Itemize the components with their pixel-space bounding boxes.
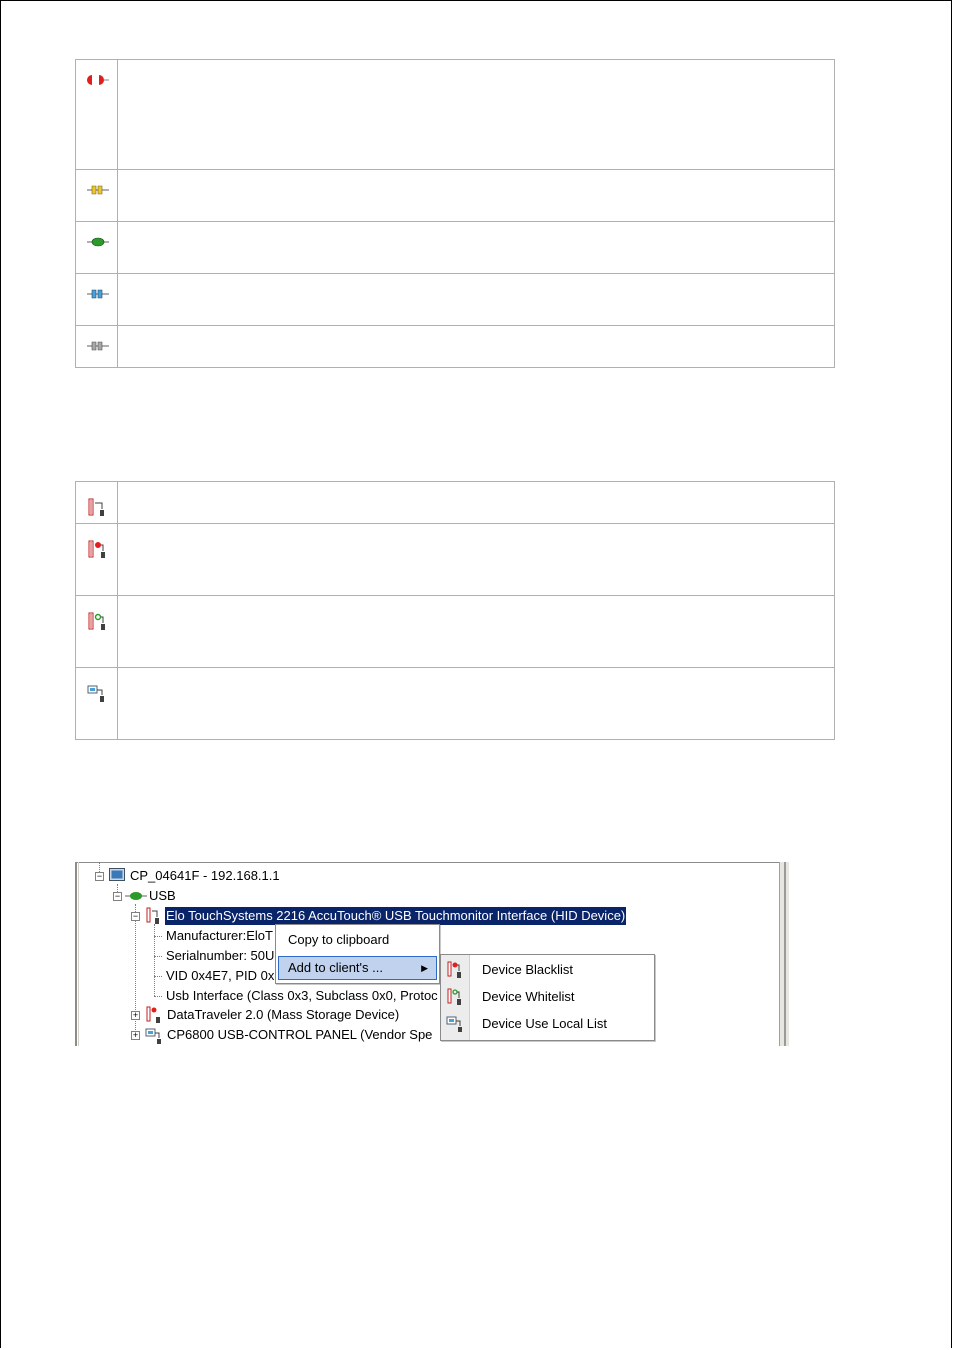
expand-toggle[interactable]: +	[132, 1030, 139, 1040]
table-cell-text	[118, 60, 835, 170]
table-row	[76, 222, 835, 274]
plug-green-icon	[87, 235, 109, 249]
usb-device-blacklist-icon	[87, 540, 109, 560]
menu-item-device-use-local-list[interactable]: Device Use Local List	[441, 1010, 654, 1037]
computer-icon	[109, 868, 125, 882]
usb-tree-screenshot: − CP_04641F - 192.168.1.1 − USB − Elo TouchSystems 2216 AccuTouch® USB Touchmonitor Interface (HID Device) Manufacturer:EloT Serialnumber: 50U VID 0x4E7, PID 0x Usb Interface (Class 0x3, Subclass 0x0, Protoc + DataTraveler 2.0 (Mass Storage Device) + CP6800 USB-CONTROL PANEL (Vendor Spe Copy to clipboard Add to client's ... ▶ Device Blacklist Device Whitelist Device Use Local List	[75, 862, 789, 1046]
table-row	[76, 274, 835, 326]
usb-device-blacklist-icon	[446, 961, 464, 979]
connection-icon-table	[75, 59, 835, 368]
collapse-toggle[interactable]: −	[114, 891, 121, 901]
plug-disconnected-icon	[87, 73, 109, 87]
usb-device-local-list-icon	[87, 684, 109, 704]
usb-device-blacklist-icon	[145, 1006, 163, 1024]
table-cell-text	[118, 326, 835, 368]
table-cell-text	[118, 222, 835, 274]
table-row	[76, 524, 835, 596]
submenu	[440, 954, 655, 1041]
expand-toggle[interactable]: +	[132, 1010, 139, 1020]
table-row	[76, 60, 835, 170]
usb-device-local-list-icon	[446, 1016, 464, 1032]
collapse-toggle[interactable]: −	[132, 911, 139, 921]
menu-item-device-blacklist[interactable]: Device Blacklist	[441, 956, 654, 983]
usb-device-blacklist-icon	[145, 907, 163, 925]
plug-blue-icon	[87, 287, 109, 301]
table-cell-text	[118, 668, 835, 740]
table-row	[76, 596, 835, 668]
usb-device-whitelist-icon	[446, 988, 464, 1006]
table-row	[76, 482, 835, 524]
table-cell-text	[118, 596, 835, 668]
table-cell-text	[118, 170, 835, 222]
table-cell-text	[118, 482, 835, 524]
usb-device-local-list-icon	[145, 1028, 163, 1044]
collapse-toggle[interactable]: −	[96, 871, 103, 881]
submenu-arrow-icon: ▶	[421, 963, 428, 973]
plug-grey-icon	[87, 339, 109, 353]
table-cell-text	[118, 524, 835, 596]
menu-item-add-to-client[interactable]: Add to client's ... ▶	[278, 956, 437, 980]
menu-item-copy-to-clipboard[interactable]: Copy to clipboard	[288, 932, 390, 947]
usb-device-whitelist-icon	[87, 612, 109, 632]
table-row	[76, 170, 835, 222]
usb-device-icon	[87, 498, 109, 518]
scrollbar[interactable]	[779, 862, 789, 1046]
context-menu	[275, 924, 440, 984]
plug-green-icon	[125, 890, 147, 902]
table-row	[76, 668, 835, 740]
device-icon-table	[75, 481, 835, 740]
plug-yellow-icon	[87, 183, 109, 197]
table-row	[76, 326, 835, 368]
menu-item-device-whitelist[interactable]: Device Whitelist	[441, 983, 654, 1010]
table-cell-text	[118, 274, 835, 326]
